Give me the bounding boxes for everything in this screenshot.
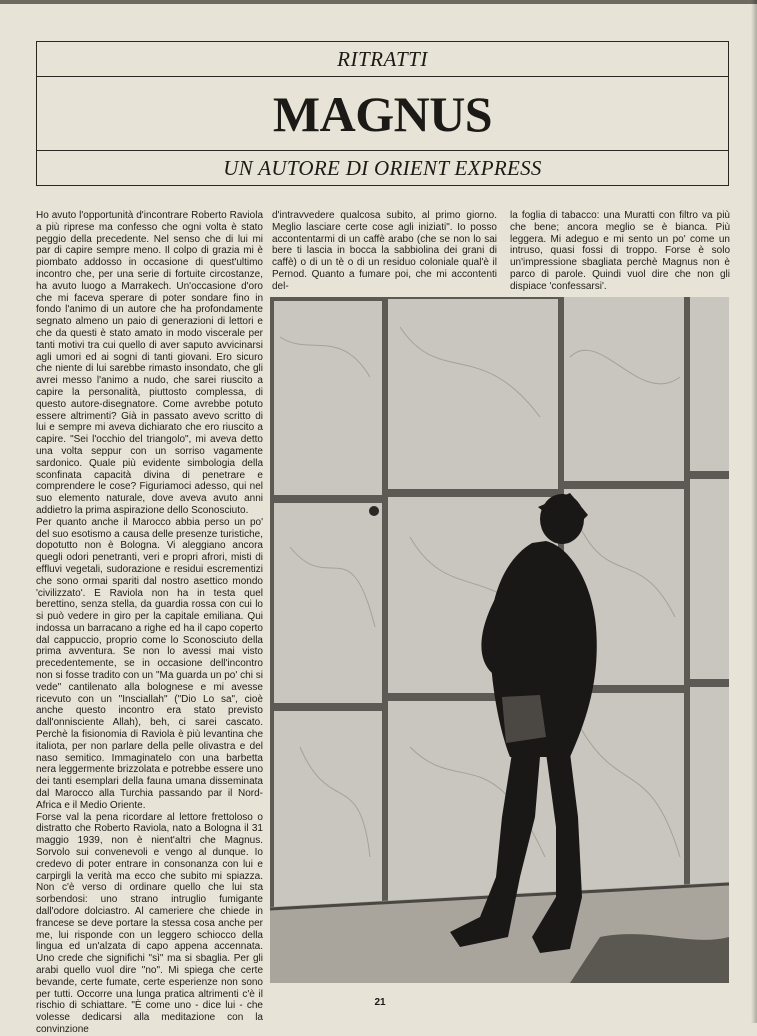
page-top-shadow: [0, 0, 757, 4]
magnus-photo: [270, 297, 729, 983]
paragraph: Per quanto anche il Marocco abbia perso un po' del suo esotismo a causa delle presenze turistiche, dopotutto non è Bologna. Vi aleggiano ancora quegli odori penetranti, veri e propri afrori, misti di effluvi vegetali, sudorazione e residui escrementizi che sono ormai spariti dal nostro asettico mondo 'civilizzato'. E Raviola non ha in testa quel berettino, senza stella, da guardia rossa con cui lo si può vedere in giro per la capitale emiliana. Qui indossa un barracano a righe ed ha il capo coperto dal cappuccio, proprio come lo Sconosciuto della prima avventura. Se non lo avessi mai visto precedentemente, se in occasione dell'incontro non si fosse tradito con un "Ma guarda un po' chi si vede" cantilenato alla bolognese e mi avesse ricevuto con un "Insciallah" ("Dio Lo sa", cioè anche questo incontro era stato previsto dall'onnisciente Allah), beh, ci sarei cascato. Perchè la fisionomia di Raviola è più levantina che italiota, per non parlare della pelle olivastra e del naso semitico. Immaginatelo con una barbetta nera leggermente brizzolata e potrebbe essere uno dei tanti esemplari della fauna umana disseminata dal Marocco alla Turchia passando par il Nord-Africa e il Medio Oriente.: [36, 516, 263, 811]
paragraph: d'intravvedere qualcosa subito, al primo giorno. Meglio lasciare certe cose agli iniziati". Io posso accontentarmi di un caffè arabo (che se non lo sai bere ti lascia in bocca la sabbiolina dei grani di caffè) o di un tè o di un residuo coloniale qual'è il Pernod. Quanto a fumare poi, che mi accontenti del-: [272, 210, 497, 292]
section-rubric: RITRATTI: [337, 47, 428, 71]
article-column-2: [272, 210, 497, 292]
page-number: 21: [374, 997, 386, 1008]
article-subtitle: UN AUTORE DI ORIENT EXPRESS: [223, 156, 542, 180]
page-edge-shadow: [751, 0, 757, 1023]
article-column-1: [36, 210, 263, 1035]
article-title: MAGNUS: [272, 86, 493, 142]
paragraph: Ho avuto l'opportunità d'incontrare Roberto Raviola a più riprese ma confesso che ogni volta è stato peggio della precedente. Nel senso che di lui mi par di capire sempre meno. Il colpo di grazia mi è piombato addosso in occasione di quest'ultimo incontro che, per una serie di fortuite circostanze, ha avuto luogo a Marrakech. Un'occasione d'oro che mi faceva sperare di poter sondare fino in fondo l'animo di un autore che ha profondamente segnato almeno un paio di generazioni di lettori e che da questi è stato amato in modo viscerale per tanti motivi tra cui quello di aver saputo avvicinarsi agli umori ed ai sogni di tanti giovani. Ero sicuro che niente di lui sarebbe rimasto insondato, che gli avrei messo l'animo a nudo, che sarei riuscito a capire la personalità, piuttosto complessa, di questo autore-disegnatore. Come avrebbe potuto essere altrimenti? Già in passato avevo scritto di lui e sempre mi aveva dichiarato che ero riuscito a capire. "Sei l'occhio del triangolo", mi aveva detto una volta seppur con un sorriso vagamente sardonico. Quale più evidente simbologia della sconfinata capacità divina di penetrare e comprendere le cose? Figuriamoci adesso, qui nel suo elemento naturale, dove aveva avuto anni addietro la prima aspirazione dello Sconosciuto.: [36, 210, 263, 516]
paragraph: Forse val la pena ricordare al lettore frettoloso o distratto che Roberto Raviola, nato a Bologna il 31 maggio 1939, non è nient'altri che Magnus. Sorvolo sui convenevoli e vengo al dunque. Io credevo di poter entrare in consonanza con lui e carpirgli la verità ma ecco che subito mi spiazza. Non c'è verso di ordinare quello che lui sta sorbendosi: uno strano intruglio fumigante dall'odore dolciastro. Al cameriere che chiede in francese se deve portare la stessa cosa anche per me, lui risponde con un leggero schiocco della lingua ed un'alzata di capo appena accennata. Uno crede che significhi "sì" ma si sbaglia. Per gli arabi quello vuol dire "no". Mi spiega che certe bevande, certe fumate, certe esperienze non sono per tutti. Occorre una lunga pratica altrimenti c'è il rischio di schiattare. "È come uno - dice lui - che volesse dedicarsi alla meditazione con la convinzione: [36, 811, 263, 1035]
article-column-3: [510, 210, 730, 292]
paragraph: la foglia di tabacco: una Muratti con filtro va più che bene; ancora meglio se è bianca. Più leggera. Mi adeguo e mi sento un po' come un intruso, quasi fossi di troppo. Forse è solo un'impressione sbagliata perchè Magnus non è parco di parole. Quindi vuol dire che non gli dispiace 'confessarsi'.: [510, 210, 730, 292]
header-rule-bottom: [36, 150, 729, 151]
header-rule-top: [36, 76, 729, 77]
